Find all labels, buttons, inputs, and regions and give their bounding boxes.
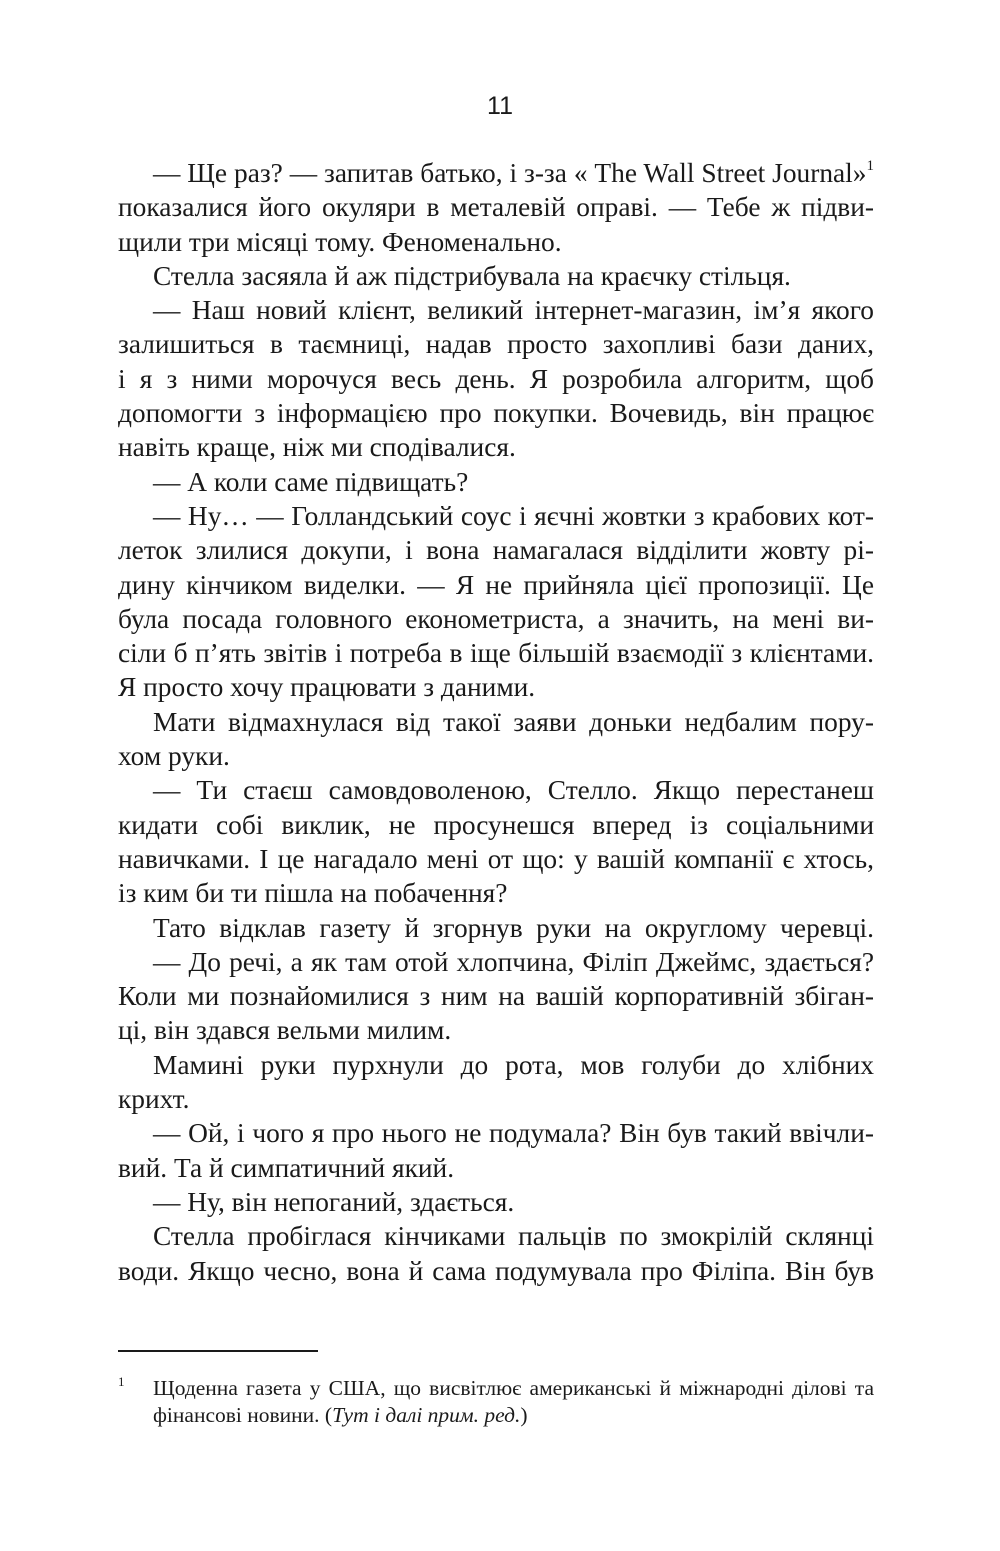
text-line-content: Тато відклав газету й згорнув руки на округлому черевці. bbox=[153, 912, 874, 943]
text-line-content: — До речі, а як там отой хлопчина, Філіп Джеймс, здається? bbox=[153, 946, 874, 977]
text-line-content: дину кінчиком виделки. — Я не прийняла цієї пропозиції. Це bbox=[118, 569, 874, 600]
text-line bbox=[118, 156, 874, 190]
text-line-content: Мамині руки пурхнули до рота, мов голуби до хлібних bbox=[153, 1049, 874, 1080]
text-line bbox=[118, 430, 874, 464]
text-line-content: кидати собі виклик, не просунешся вперед із соціальними bbox=[118, 809, 874, 840]
footnote-text-end: ) bbox=[520, 1402, 528, 1427]
text-line bbox=[118, 739, 874, 773]
footnote-divider bbox=[118, 1350, 318, 1352]
text-line-content: із ким би ти пішла на побачення? bbox=[118, 878, 508, 909]
text-line bbox=[118, 1048, 874, 1082]
text-line-content: залишиться в таємниці, надав просто захопливі бази даних, bbox=[118, 329, 874, 360]
text-line bbox=[118, 979, 874, 1013]
text-line-content: — Наш новий клієнт, великий інтернет-магазин, ім’я якого bbox=[153, 295, 874, 326]
text-line-content: щили три місяці тому. Феноменально. bbox=[118, 226, 562, 257]
text-line bbox=[118, 190, 874, 224]
text-line-content: — Ну… — Голландський соус і яєчні жовтки з крабових кот- bbox=[153, 500, 874, 531]
text-line bbox=[118, 1013, 874, 1047]
text-line bbox=[118, 602, 874, 636]
text-line bbox=[118, 1254, 874, 1288]
text-line bbox=[118, 705, 874, 739]
text-line-content: Стелла пробіглася кінчиками пальців по змокрілій склянці bbox=[153, 1221, 874, 1252]
footnote-line bbox=[153, 1402, 874, 1429]
text-line-content: хом руки. bbox=[118, 741, 230, 772]
text-line bbox=[118, 568, 874, 602]
text-line bbox=[118, 293, 874, 327]
main-text bbox=[118, 156, 874, 1288]
footnote bbox=[118, 1375, 874, 1428]
text-line bbox=[118, 1185, 874, 1219]
text-line-content: — Ой, і чого я про нього не подумала? Він був такий ввічли- bbox=[153, 1118, 874, 1149]
page-number: 11 bbox=[487, 92, 513, 120]
text-line bbox=[118, 636, 874, 670]
text-line bbox=[118, 670, 874, 704]
text-line bbox=[118, 465, 874, 499]
footnote-text bbox=[153, 1375, 874, 1428]
footnote-reference: 1 bbox=[866, 158, 874, 174]
text-line-content: — А коли саме підвищать? bbox=[153, 466, 469, 497]
text-line-content: була посада головного економетриста, а значить, на мені ви- bbox=[118, 603, 874, 634]
footnote-line: Щоденна газета у США, що висвітлює американські й міжнародні ділові та bbox=[153, 1376, 874, 1400]
text-line-content: леток злилися докупи, і вона намагалася відділити жовту рі- bbox=[118, 535, 874, 566]
text-line-content: навичками. І це нагадало мені от що: у вашій компанії є хтось, bbox=[118, 843, 874, 874]
text-line bbox=[118, 1219, 874, 1253]
text-line bbox=[118, 876, 874, 910]
text-line-content: показалися його окуляри в металевій оправі. — Тебе ж підви- bbox=[118, 192, 874, 223]
text-line-content: навіть краще, ніж ми сподівалися. bbox=[118, 432, 516, 463]
text-line-content: Я просто хочу працювати з даними. bbox=[118, 672, 536, 703]
text-line bbox=[118, 911, 874, 945]
text-line bbox=[118, 259, 874, 293]
text-line bbox=[118, 327, 874, 361]
text-line-content: і я з ними морочуся весь день. Я розробила алгоритм, щоб bbox=[118, 363, 874, 394]
text-line bbox=[118, 362, 874, 396]
text-line bbox=[118, 773, 874, 807]
text-line-content: Коли ми познайомилися з ним на вашій корпоративній збіган- bbox=[118, 981, 874, 1012]
text-line-content: вий. Та й симпатичний який. bbox=[118, 1152, 455, 1183]
footnote-mark: 1 bbox=[118, 1374, 125, 1389]
text-line bbox=[118, 1116, 874, 1150]
text-line bbox=[118, 842, 874, 876]
text-line-content: води. Якщо чесно, вона й сама подумувала про Філіпа. Він був bbox=[118, 1255, 874, 1286]
text-line bbox=[118, 1151, 874, 1185]
text-line-content: — Ну, він непоганий, здається. bbox=[153, 1186, 515, 1217]
text-line bbox=[118, 499, 874, 533]
text-line-content: — Ще раз? — запитав батько, і з-за « The Wall Street Journal» bbox=[153, 158, 867, 188]
text-line bbox=[118, 1082, 874, 1116]
footnote-italic-note: Тут і далі прим. ред. bbox=[332, 1402, 521, 1427]
footnote-text-start: фінансові новини. ( bbox=[153, 1402, 333, 1427]
text-line-content: Мати відмахнулася від такої заяви доньки недбалим пору- bbox=[153, 706, 874, 737]
text-line-content: крихт. bbox=[118, 1084, 190, 1115]
text-line bbox=[118, 533, 874, 567]
text-line bbox=[118, 225, 874, 259]
text-line-content: сіли б п’ять звітів і потреба в іще більшій взаємодії з клієнтами. bbox=[118, 638, 874, 669]
text-line-content: — Ти стаєш самовдоволеною, Стелло. Якщо перестанеш bbox=[153, 775, 874, 806]
text-line-content: допомогти з інформацією про покупки. Вочевидь, він працює bbox=[118, 398, 874, 429]
text-line bbox=[118, 808, 874, 842]
text-line-content: Стелла засяяла й аж підстрибувала на краєчку стільця. bbox=[153, 260, 791, 291]
text-line-content: ці, він здався вельми милим. bbox=[118, 1015, 452, 1046]
text-line bbox=[118, 945, 874, 979]
text-line bbox=[118, 396, 874, 430]
